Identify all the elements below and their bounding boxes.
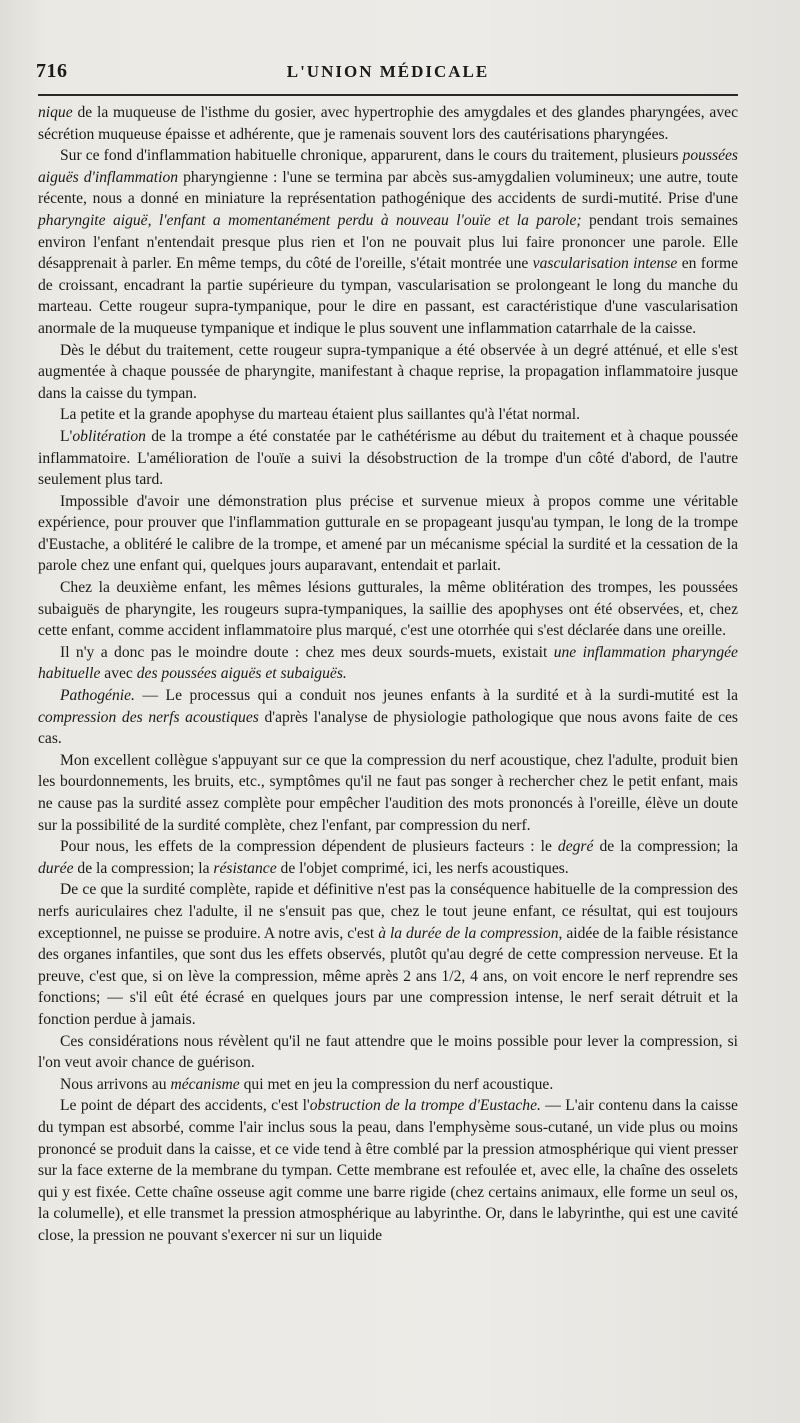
- paragraph: [38, 491, 738, 577]
- paragraph: [38, 340, 738, 405]
- text-run: qui met en jeu la compression du nerf acoustique.: [239, 1075, 554, 1093]
- italic-run: vascularisation intense: [532, 255, 678, 273]
- text-run: — Le processus qui a conduit nos jeunes enfants à la surdité et à la surdi-mutité est la: [134, 687, 738, 705]
- text-run: en forme de croissant, encadrant la partie supérieure du tympan, vascularisation se prolongeant le long du manche du marteau. Cette rougeur supra-tympanique, pour le dire en passant, est caractéristique d'une vascularisation anormale de la muqueuse tympanique et indique le plus souvent une inflammation catarrhale de la caisse.: [38, 255, 739, 337]
- text-run: de la compression; la: [593, 838, 738, 856]
- italic-run: résistance: [213, 859, 277, 877]
- header-rule: [38, 94, 738, 96]
- paragraph: [38, 685, 738, 750]
- text-run: L': [60, 427, 73, 445]
- italic-run: une inflammation pharyngée habituelle: [38, 643, 738, 683]
- paragraph: [38, 1031, 738, 1074]
- paragraph: [38, 1074, 738, 1096]
- paragraph: [38, 836, 738, 879]
- text-run: Le point de départ des accidents, c'est l': [60, 1097, 310, 1115]
- text-run: , aidée de la faible résistance des organes infantiles, que sont dus les effets observés, plutôt qu'au degré de cette compression nerveuse. Et la preuve, c'est que, si on lève la compression, même après 2 ans 1/2, 4 ans, on voit encore le nerf reprendre ses fonctions; — s'il eût été écrasé en quelques jours par une compression intense, le nerf serait détruit et la fonction perdue à jamais.: [38, 924, 738, 1028]
- text-run: Chez la deuxième enfant, les mêmes lésions gutturales, la même oblitération des trompes, les poussées subaiguës de pharyngite, les rougeurs supra-tympaniques, la saillie des apophyses ont été observées, et, chez cette enfant, comme accident inflammatoire plus marqué, c'est une otorrhée qui s'est déclarée dans une oreille.: [38, 579, 738, 640]
- paragraph: [38, 145, 738, 339]
- text-run: pharyngienne : l'une se termina par abcès sus-amygdalien volumineux; une autre, toute récente, nous a donné en miniature la représentation pathogénique des accidents de surdi-mutité. Prise d'une: [38, 168, 738, 208]
- text-run: de l'objet comprimé, ici, les nerfs acoustiques.: [276, 859, 569, 877]
- text-run: — L'air contenu dans la caisse du tympan est absorbé, comme l'air inclus sous la peau, dans l'emphysème sous-cutané, un vide plus ou moins prononcé se produit dans la caisse, et ce vide tend à être comblé par la pression atmosphérique qui vient presser sur la face externe de la membrane du tympan. Cette membrane est refoulée et, avec elle, la chaîne des osselets qui y est fixée. Cette chaîne osseuse agit comme une barre rigide (chez certains animaux, elle forme un seul os, la columelle), et elle transmet la pression atmosphérique au labyrinthe. Or, dans le labyrinthe, qui est une cavité close, la pression ne pouvant s'exercer ni sur un liquide: [38, 1097, 738, 1244]
- italic-run: des poussées aiguës et subaiguës.: [136, 665, 347, 683]
- italic-run: obstruction de la trompe d'Eustache.: [309, 1097, 541, 1115]
- text-run: Nous arrivons au: [60, 1075, 171, 1093]
- running-header: [32, 58, 744, 90]
- paragraph: [38, 750, 738, 836]
- text-run: Impossible d'avoir une démonstration plus précise et survenue mieux à propos comme une véritable expérience, pour prouver que l'inflammation gutturale en se propageant jusqu'au tympan, le long de la trompe d'Eustache, a oblitéré le calibre de la trompe, et amené par un mécanisme spécial la surdité et la cessation de la parole chez une enfant qui, quelques jours auparavant, entendait et parlait.: [38, 492, 738, 575]
- text-run: Dès le début du traitement, cette rougeur supra-tympanique a été observée à un degré atténué, et elle s'est augmentée à chaque poussée de pharyngite, manifestant à chaque reprise, la propagation inflammatoire jusque dans la caisse du tympan.: [38, 341, 738, 402]
- italic-run: à la durée de la compression: [378, 924, 559, 942]
- paragraph: [38, 1095, 738, 1246]
- paragraph: [38, 404, 738, 426]
- italic-run: mécanisme: [170, 1075, 240, 1093]
- text-run: Ces considérations nous révèlent qu'il ne faut attendre que le moins possible pour lever la compression, si l'on veut avoir chance de guérison.: [38, 1032, 738, 1072]
- text-run: Pour nous, les effets de la compression dépendent de plusieurs facteurs : le: [60, 838, 558, 856]
- text-run: pendant trois semaines environ l'enfant n'entendait presque plus rien et l'on ne pouvait plus lui faire prononcer une parole. Elle désapprenait à parler. En même temps, du côté de l'oreille, s'était montrée une: [38, 211, 738, 273]
- text-run: avec: [100, 665, 137, 683]
- paragraph: [38, 426, 738, 491]
- page-number: 716: [36, 60, 68, 82]
- text-run: De ce que la surdité complète, rapide et définitive n'est pas la conséquence habituelle de la compression des nerfs auriculaires chez l'adulte, il ne s'ensuit pas que, chez le tout jeune enfant, ce résultat, qui est toujours exceptionnel, ne puisse se produire. A notre avis, c'est: [38, 881, 738, 942]
- text-run: de la muqueuse de l'isthme du gosier, avec hypertrophie des amygdales et des glandes pharyngées, avec sécrétion muqueuse épaisse et adhérente, que je ramenais souvent lors des cautérisations pharyngées.: [38, 104, 738, 143]
- italic-run: poussées aiguës d'inflammation: [38, 147, 738, 186]
- italic-run: oblitération: [72, 427, 146, 445]
- paragraph: [38, 577, 738, 642]
- paragraph: [38, 879, 738, 1030]
- italic-run: compression des nerfs acoustiques: [38, 708, 259, 726]
- paragraph: [38, 642, 738, 685]
- text-run: Mon excellent collègue s'appuyant sur ce que la compression du nerf acoustique, chez l'adulte, produit bien les bourdonnements, les bruits, etc., symptômes qu'il ne faut pas songer à rechercher chez le petit enfant, mais ne cause pas la surdité assez complète pour empêcher l'audition des mots prononcés à l'oreille, élève un doute sur la possibilité de la surdité complète, chez l'enfant, par compression du nerf.: [38, 751, 738, 834]
- paragraph: [38, 102, 738, 145]
- italic-run: Pathogénie.: [60, 687, 135, 705]
- italic-run: nique: [38, 104, 73, 121]
- italic-run: pharyngite aiguë, l'enfant a momentanément perdu à nouveau l'ouïe et la parole;: [38, 211, 582, 229]
- text-run: de la trompe a été constatée par le cathétérisme au début du traitement et à chaque poussée inflammatoire. L'amélioration de l'ouïe a suivi la désobstruction de la trompe d'un côté d'abord, de l'autre seulement plus tard.: [38, 427, 738, 489]
- text-run: Il n'y a donc pas le moindre doute : chez mes deux sourds-muets, existait: [60, 643, 554, 661]
- article-body: [38, 102, 738, 1246]
- text-run: d'après l'analyse de physiologie pathologique que nous avons faite de ces cas.: [38, 708, 738, 748]
- text-run: Sur ce fond d'inflammation habituelle chronique, apparurent, dans le cours du traitement, plusieurs: [60, 147, 683, 165]
- italic-run: degré: [557, 838, 594, 856]
- italic-run: durée: [38, 859, 74, 877]
- text-run: La petite et la grande apophyse du marteau étaient plus saillantes qu'à l'état normal.: [60, 406, 581, 424]
- journal-title: L'UNION MÉDICALE: [286, 62, 490, 81]
- text-run: de la compression; la: [73, 859, 214, 877]
